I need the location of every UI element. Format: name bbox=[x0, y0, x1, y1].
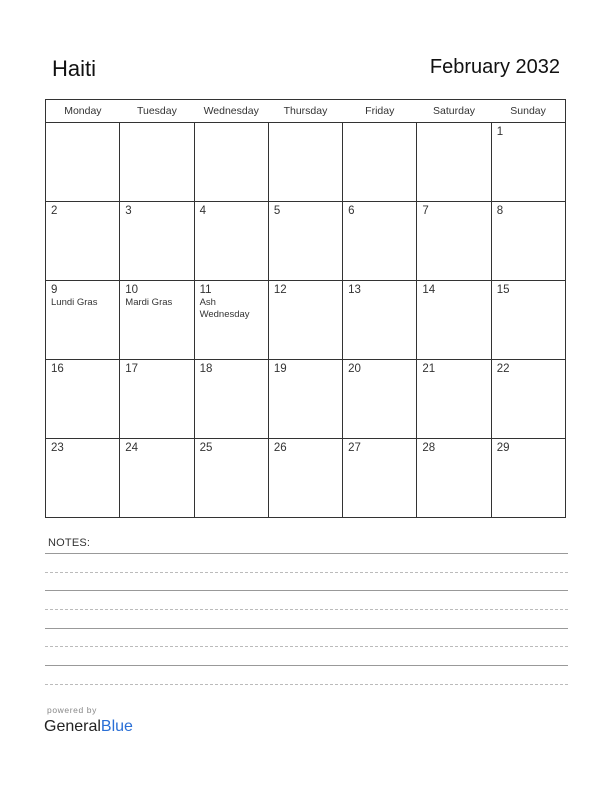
empty-day-cell bbox=[194, 123, 268, 202]
day-cell bbox=[343, 439, 417, 518]
day-cell bbox=[268, 360, 342, 439]
day-number: 24 bbox=[125, 442, 139, 454]
day-number: 28 bbox=[422, 442, 436, 454]
day-cell bbox=[268, 281, 342, 360]
holiday-label: Lundi Gras bbox=[51, 297, 98, 308]
country-title: Haiti bbox=[52, 56, 97, 81]
weekday-thursday: Thursday bbox=[268, 100, 342, 123]
day-number: 14 bbox=[422, 284, 436, 296]
notes-line bbox=[45, 628, 568, 629]
brand-logo bbox=[44, 718, 133, 736]
day-cell bbox=[417, 360, 491, 439]
weekday-monday: Monday bbox=[46, 100, 120, 123]
day-cell bbox=[268, 439, 342, 518]
week-row bbox=[46, 123, 566, 202]
empty-day-cell bbox=[120, 123, 194, 202]
day-cell bbox=[194, 281, 268, 360]
notes-line bbox=[45, 609, 568, 610]
calendar-grid bbox=[45, 99, 566, 518]
day-cell bbox=[491, 281, 565, 360]
weekday-header-row bbox=[46, 100, 566, 123]
weekday-sunday: Sunday bbox=[491, 100, 565, 123]
notes-line bbox=[45, 553, 568, 554]
day-number: 6 bbox=[348, 205, 355, 217]
day-cell bbox=[46, 202, 120, 281]
day-number: 10 bbox=[125, 284, 139, 296]
notes-line bbox=[45, 572, 568, 573]
day-cell bbox=[46, 281, 120, 360]
day-number: 17 bbox=[125, 363, 139, 375]
empty-day-cell bbox=[46, 123, 120, 202]
day-cell bbox=[120, 281, 194, 360]
day-cell bbox=[491, 360, 565, 439]
weekday-tuesday: Tuesday bbox=[120, 100, 194, 123]
week-row bbox=[46, 202, 566, 281]
week-row bbox=[46, 439, 566, 518]
day-cell bbox=[46, 360, 120, 439]
day-number: 20 bbox=[348, 363, 361, 375]
week-row bbox=[46, 281, 566, 360]
weekday-friday: Friday bbox=[343, 100, 417, 123]
day-number: 25 bbox=[199, 442, 213, 454]
day-number: 29 bbox=[496, 442, 510, 454]
day-number: 5 bbox=[273, 205, 281, 217]
day-number: 12 bbox=[273, 284, 287, 296]
day-number: 27 bbox=[348, 442, 361, 454]
day-cell bbox=[120, 360, 194, 439]
day-cell bbox=[194, 439, 268, 518]
day-cell bbox=[343, 202, 417, 281]
day-number: 4 bbox=[199, 205, 206, 217]
day-number: 2 bbox=[51, 205, 58, 217]
day-cell bbox=[417, 281, 491, 360]
day-cell bbox=[46, 439, 120, 518]
day-cell bbox=[194, 202, 268, 281]
notes-label: NOTES: bbox=[48, 537, 91, 549]
day-number: 15 bbox=[496, 284, 510, 296]
day-number: 11 bbox=[199, 284, 212, 296]
notes-line bbox=[45, 646, 568, 647]
day-number: 16 bbox=[51, 363, 64, 375]
day-number: 8 bbox=[496, 205, 504, 217]
empty-day-cell bbox=[417, 123, 491, 202]
brand-main: General bbox=[44, 718, 101, 735]
holiday-label: Ash Wednesday bbox=[199, 297, 250, 320]
weekday-wednesday: Wednesday bbox=[194, 100, 268, 123]
day-number: 26 bbox=[273, 442, 287, 454]
day-cell bbox=[268, 202, 342, 281]
day-cell bbox=[120, 202, 194, 281]
day-number: 19 bbox=[273, 363, 287, 375]
day-number: 1 bbox=[496, 126, 504, 138]
day-number: 22 bbox=[496, 363, 510, 375]
powered-by-text: powered by bbox=[47, 705, 97, 715]
brand-accent: Blue bbox=[100, 718, 133, 735]
day-cell bbox=[491, 439, 565, 518]
week-row bbox=[46, 360, 566, 439]
notes-line bbox=[45, 684, 568, 685]
day-number: 9 bbox=[51, 284, 58, 296]
day-number: 18 bbox=[199, 363, 213, 375]
day-cell bbox=[417, 202, 491, 281]
month-title: February 2032 bbox=[429, 56, 560, 78]
day-number: 13 bbox=[348, 284, 361, 296]
notes-line bbox=[45, 590, 568, 591]
empty-day-cell bbox=[268, 123, 342, 202]
day-number: 3 bbox=[125, 205, 132, 217]
holiday-label: Mardi Gras bbox=[125, 297, 173, 308]
day-cell bbox=[343, 281, 417, 360]
notes-line bbox=[45, 665, 568, 666]
day-cell bbox=[491, 202, 565, 281]
day-cell bbox=[120, 439, 194, 518]
day-number: 7 bbox=[422, 205, 429, 217]
empty-day-cell bbox=[343, 123, 417, 202]
day-cell bbox=[417, 439, 491, 518]
day-cell bbox=[194, 360, 268, 439]
day-number: 23 bbox=[51, 442, 64, 454]
day-cell bbox=[343, 360, 417, 439]
day-cell bbox=[491, 123, 565, 202]
day-number: 21 bbox=[422, 363, 436, 375]
weekday-saturday: Saturday bbox=[417, 100, 491, 123]
